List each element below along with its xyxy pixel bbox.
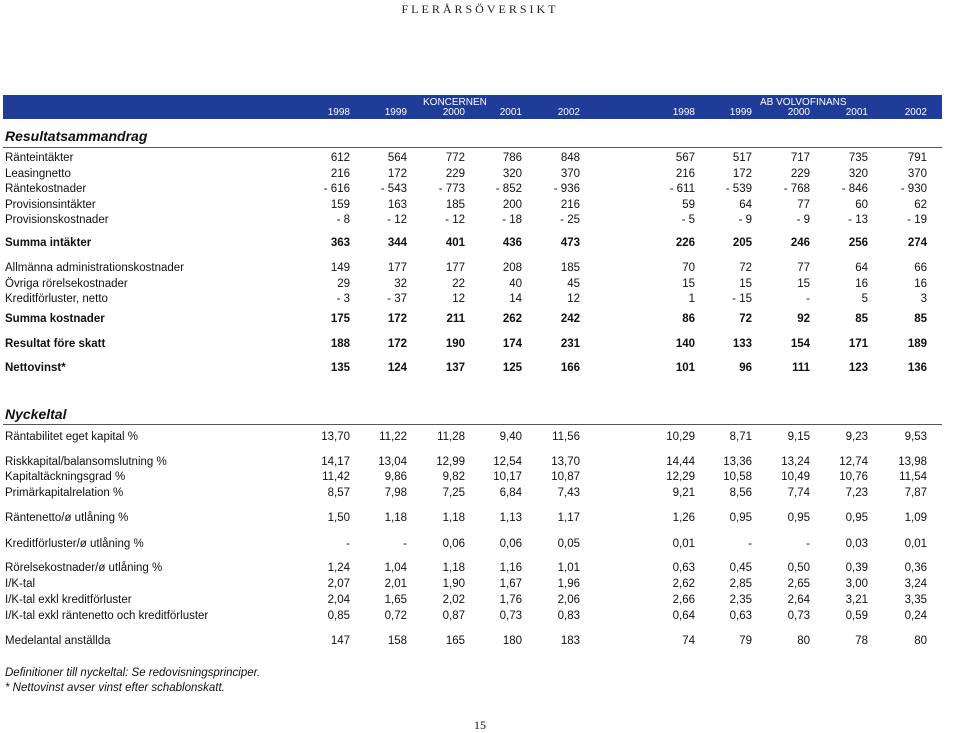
table-cell: 172 — [387, 338, 407, 350]
table-cell: 436 — [502, 237, 522, 249]
table-cell: 92 — [797, 313, 810, 325]
table-cell: - — [806, 293, 810, 305]
table-row — [0, 469, 960, 485]
table-row — [0, 166, 960, 182]
table-cell: 13,04 — [378, 456, 407, 468]
table-cell: 401 — [445, 237, 465, 249]
table-cell: 0,59 — [845, 610, 868, 622]
table-cell: 567 — [675, 152, 695, 164]
table-cell: 78 — [855, 635, 868, 647]
table-cell: - — [806, 538, 810, 550]
table-cell: 174 — [502, 338, 522, 350]
row-label: Nettovinst* — [5, 362, 66, 374]
table-row — [0, 181, 960, 197]
row-label: Provisionskostnader — [5, 214, 109, 226]
table-cell: 8,57 — [327, 487, 350, 499]
table-cell: 7,43 — [557, 487, 580, 499]
table-cell: 216 — [675, 168, 695, 180]
table-cell: 0,95 — [787, 512, 810, 524]
table-cell: - 768 — [783, 183, 810, 195]
row-label: Summa intäkter — [5, 237, 92, 249]
year-header: 2001 — [845, 107, 868, 118]
table-cell: - 3 — [336, 293, 350, 305]
table-cell: 200 — [502, 199, 522, 211]
table-cell: 256 — [848, 237, 868, 249]
table-cell: 123 — [848, 362, 868, 374]
table-cell: 189 — [907, 338, 927, 350]
page-header: FLERÅRSÖVERSIKT — [401, 2, 559, 16]
table-cell: 16 — [914, 278, 927, 290]
table-cell: 12 — [567, 293, 580, 305]
table-row — [0, 360, 960, 376]
table-cell: 2,01 — [384, 578, 407, 590]
table-cell: 205 — [732, 237, 752, 249]
table-cell: 0,06 — [442, 538, 465, 550]
table-cell: - 936 — [553, 183, 580, 195]
table-cell: 133 — [732, 338, 752, 350]
table-cell: 59 — [682, 199, 695, 211]
table-cell: 735 — [848, 152, 868, 164]
table-cell: 262 — [502, 313, 522, 325]
table-cell: 172 — [387, 168, 407, 180]
table-cell: 1,76 — [499, 594, 522, 606]
row-label: Rörelsekostnader/ø utlåning % — [5, 562, 163, 574]
table-row — [0, 276, 960, 292]
table-row — [0, 510, 960, 526]
table-cell: 3,00 — [845, 578, 868, 590]
table-row — [0, 291, 960, 307]
table-cell: 2,35 — [729, 594, 752, 606]
table-cell: 7,25 — [442, 487, 465, 499]
year-header: 2000 — [787, 107, 810, 118]
table-cell: 0,45 — [729, 562, 752, 574]
table-cell: 2,65 — [787, 578, 810, 590]
table-cell: 180 — [502, 635, 522, 647]
table-cell: 786 — [502, 152, 522, 164]
table-cell: 165 — [445, 635, 465, 647]
table-cell: 11,56 — [552, 431, 580, 443]
table-cell: 216 — [560, 199, 580, 211]
table-cell: 0,83 — [557, 610, 580, 622]
table-cell: - 25 — [560, 214, 580, 226]
table-cell: - 9 — [796, 214, 810, 226]
table-cell: 163 — [387, 199, 407, 211]
table-cell: 60 — [855, 199, 868, 211]
row-label: I/K-tal exkl räntenetto och kreditförluster — [5, 610, 209, 622]
table-cell: 9,82 — [442, 471, 465, 483]
year-header: 2002 — [557, 107, 580, 118]
table-row — [0, 592, 960, 608]
table-cell: 188 — [330, 338, 350, 350]
table-cell: 10,17 — [493, 471, 522, 483]
table-cell: 137 — [445, 362, 465, 374]
table-cell: 0,64 — [672, 610, 695, 622]
table-cell: 64 — [855, 262, 868, 274]
table-cell: 10,29 — [666, 431, 695, 443]
row-label: Ränteintäkter — [5, 152, 74, 164]
section-divider — [3, 424, 942, 425]
table-cell: 246 — [790, 237, 810, 249]
table-cell: - 8 — [336, 214, 350, 226]
footnote-definitions: Definitioner till nyckeltal: Se redovisningsprinciper. — [5, 667, 261, 679]
table-cell: - 12 — [445, 214, 465, 226]
table-cell: 0,87 — [442, 610, 465, 622]
table-cell: 45 — [567, 278, 580, 290]
table-cell: 5 — [861, 293, 868, 305]
table-cell: 9,23 — [845, 431, 868, 443]
table-cell: 10,58 — [723, 471, 752, 483]
table-cell: - 18 — [502, 214, 522, 226]
table-cell: 226 — [675, 237, 695, 249]
table-cell: - 930 — [900, 183, 927, 195]
table-cell: 185 — [445, 199, 465, 211]
table-cell: 2,02 — [442, 594, 465, 606]
row-label: Allmänna administrationskostnader — [5, 262, 184, 274]
table-cell: 77 — [797, 199, 810, 211]
table-cell: 13,36 — [723, 456, 752, 468]
table-cell: 11,42 — [322, 471, 350, 483]
table-cell: 185 — [560, 262, 580, 274]
table-cell: 1 — [688, 293, 695, 305]
group-label-koncernen: KONCERNEN — [423, 97, 487, 108]
table-cell: 216 — [330, 168, 350, 180]
table-cell: 140 — [675, 338, 695, 350]
table-cell: - 13 — [848, 214, 868, 226]
year-header: 1999 — [729, 107, 752, 118]
table-row — [0, 454, 960, 470]
table-cell: 11,22 — [379, 431, 407, 443]
table-cell: 40 — [509, 278, 522, 290]
table-cell: 80 — [914, 635, 927, 647]
row-label: Kreditförluster, netto — [5, 293, 108, 305]
table-cell: 62 — [914, 199, 927, 211]
table-cell: 0,63 — [729, 610, 752, 622]
row-label: Räntabilitet eget kapital % — [5, 431, 138, 443]
table-cell: 0,39 — [845, 562, 868, 574]
table-cell: 16 — [855, 278, 868, 290]
table-cell: 0,03 — [845, 538, 868, 550]
table-cell: 79 — [739, 635, 752, 647]
table-cell: 1,50 — [327, 512, 350, 524]
table-cell: 147 — [330, 635, 350, 647]
table-cell: 124 — [387, 362, 407, 374]
table-cell: - — [346, 538, 350, 550]
table-cell: 9,53 — [904, 431, 927, 443]
table-cell: 85 — [914, 313, 927, 325]
table-cell: 1,65 — [384, 594, 407, 606]
table-cell: 363 — [330, 237, 350, 249]
table-cell: 612 — [330, 152, 350, 164]
table-cell: 0,72 — [384, 610, 407, 622]
year-header: 1998 — [327, 107, 350, 118]
table-cell: 2,64 — [787, 594, 810, 606]
year-header: 1998 — [672, 107, 695, 118]
table-cell: 14,44 — [666, 456, 695, 468]
table-cell: 159 — [330, 199, 350, 211]
table-cell: 70 — [682, 262, 695, 274]
table-cell: 101 — [675, 362, 695, 374]
year-header: 2002 — [904, 107, 927, 118]
table-cell: 0,01 — [672, 538, 695, 550]
table-cell: 2,62 — [672, 578, 695, 590]
table-cell: 15 — [797, 278, 810, 290]
table-cell: 74 — [682, 635, 695, 647]
table-cell: 0,36 — [904, 562, 927, 574]
table-cell: 171 — [848, 338, 868, 350]
table-cell: 14,17 — [321, 456, 350, 468]
table-row — [0, 212, 960, 228]
table-cell: 1,01 — [557, 562, 580, 574]
table-cell: 1,13 — [499, 512, 522, 524]
table-cell: 10,76 — [839, 471, 868, 483]
table-row — [0, 429, 960, 445]
table-cell: 177 — [387, 262, 407, 274]
table-cell: 177 — [445, 262, 465, 274]
row-label: Räntenetto/ø utlåning % — [5, 512, 129, 524]
table-cell: 6,84 — [499, 487, 522, 499]
row-label: Övriga rörelsekostnader — [5, 278, 128, 290]
table-cell: - 37 — [387, 293, 407, 305]
table-cell: - 15 — [732, 293, 752, 305]
table-cell: 1,16 — [499, 562, 522, 574]
table-cell: 72 — [739, 262, 752, 274]
table-cell: 2,04 — [327, 594, 350, 606]
table-cell: 13,98 — [898, 456, 927, 468]
table-cell: 2,66 — [672, 594, 695, 606]
table-cell: 9,21 — [672, 487, 695, 499]
table-cell: 7,74 — [787, 487, 810, 499]
year-header: 2000 — [442, 107, 465, 118]
table-cell: 1,09 — [904, 512, 927, 524]
table-cell: 11,54 — [899, 471, 927, 483]
table-cell: 32 — [394, 278, 407, 290]
table-cell: 13,24 — [781, 456, 810, 468]
table-cell: 229 — [445, 168, 465, 180]
table-cell: - 611 — [669, 183, 695, 195]
table-cell: 86 — [682, 313, 695, 325]
table-cell: 11,28 — [437, 431, 465, 443]
table-cell: 8,56 — [729, 487, 752, 499]
section-title-resultat: Resultatsammandrag — [5, 128, 148, 144]
table-cell: - 616 — [323, 183, 350, 195]
table-cell: 135 — [330, 362, 350, 374]
table-cell: 9,86 — [384, 471, 407, 483]
table-cell: 0,06 — [499, 538, 522, 550]
table-cell: - 852 — [495, 183, 522, 195]
year-header: 1999 — [384, 107, 407, 118]
table-cell: 15 — [682, 278, 695, 290]
table-cell: 77 — [797, 262, 810, 274]
table-cell: 14 — [509, 293, 522, 305]
row-label: Leasingnetto — [5, 168, 71, 180]
table-cell: 0,63 — [672, 562, 695, 574]
table-cell: 208 — [502, 262, 522, 274]
table-cell: 136 — [907, 362, 927, 374]
table-cell: 0,73 — [499, 610, 522, 622]
table-cell: 848 — [560, 152, 580, 164]
table-cell: 15 — [739, 278, 752, 290]
row-label: Primärkapitalrelation % — [5, 487, 124, 499]
table-cell: 111 — [792, 362, 810, 374]
table-cell: 2,06 — [557, 594, 580, 606]
table-cell: - — [748, 538, 752, 550]
table-cell: 66 — [914, 262, 927, 274]
table-row — [0, 150, 960, 166]
row-label: I/K-tal exkl kreditförluster — [5, 594, 132, 606]
table-row — [0, 260, 960, 276]
table-cell: - 12 — [387, 214, 407, 226]
section-divider — [3, 147, 942, 148]
table-cell: 9,40 — [499, 431, 522, 443]
footnote-nettovinst: * Nettovinst avser vinst efter schablonskatt. — [5, 682, 225, 694]
table-cell: 1,26 — [672, 512, 695, 524]
table-cell: 1,67 — [499, 578, 522, 590]
table-cell: 344 — [387, 237, 407, 249]
table-row — [0, 197, 960, 213]
table-cell: 1,96 — [557, 578, 580, 590]
table-cell: 3,21 — [845, 594, 868, 606]
table-cell: 7,23 — [845, 487, 868, 499]
table-cell: 320 — [502, 168, 522, 180]
table-cell: 190 — [445, 338, 465, 350]
table-cell: 175 — [330, 313, 350, 325]
table-row — [0, 311, 960, 327]
table-cell: 791 — [907, 152, 927, 164]
table-row — [0, 235, 960, 251]
table-cell: 231 — [560, 338, 580, 350]
table-cell: 3,35 — [904, 594, 927, 606]
table-cell: 9,15 — [787, 431, 810, 443]
table-row — [0, 485, 960, 501]
table-cell: 1,24 — [327, 562, 350, 574]
page-number: 15 — [474, 718, 486, 732]
table-cell: - 846 — [841, 183, 868, 195]
table-cell: 80 — [797, 635, 810, 647]
row-label: Riskkapital/balansomslutning % — [5, 456, 167, 468]
table-cell: 2,85 — [729, 578, 752, 590]
table-cell: 564 — [387, 152, 407, 164]
table-cell: 1,90 — [442, 578, 465, 590]
table-cell: 0,05 — [557, 538, 580, 550]
table-cell: 0,95 — [845, 512, 868, 524]
table-cell: 274 — [907, 237, 927, 249]
table-cell: 29 — [337, 278, 350, 290]
group-label-volvofinans: AB VOLVOFINANS — [760, 97, 847, 108]
table-cell: 242 — [560, 313, 580, 325]
table-cell: - 19 — [907, 214, 927, 226]
row-label: Provisionsintäkter — [5, 199, 96, 211]
table-cell: 10,87 — [551, 471, 580, 483]
table-cell: 717 — [790, 152, 810, 164]
table-cell: 229 — [790, 168, 810, 180]
table-cell: 3 — [920, 293, 927, 305]
table-cell: 7,98 — [384, 487, 407, 499]
table-cell: 13,70 — [321, 431, 350, 443]
table-cell: 320 — [848, 168, 868, 180]
table-cell: 12,99 — [436, 456, 465, 468]
table-row — [0, 336, 960, 352]
table-cell: 517 — [732, 152, 752, 164]
table-cell: 3,24 — [904, 578, 927, 590]
table-cell: - 773 — [438, 183, 465, 195]
year-header: 2001 — [499, 107, 522, 118]
table-cell: 473 — [560, 237, 580, 249]
table-cell: 1,18 — [384, 512, 407, 524]
table-cell: - 539 — [725, 183, 752, 195]
table-cell: 125 — [502, 362, 522, 374]
table-cell: - 543 — [380, 183, 407, 195]
table-row — [0, 536, 960, 552]
table-cell: 0,85 — [327, 610, 350, 622]
row-label: Medelantal anställda — [5, 635, 111, 647]
table-cell: 158 — [387, 635, 407, 647]
table-cell: 0,24 — [904, 610, 927, 622]
table-cell: 10,49 — [781, 471, 810, 483]
table-cell: 149 — [330, 262, 350, 274]
table-cell: 0,01 — [904, 538, 927, 550]
table-cell: 1,18 — [442, 512, 465, 524]
table-cell: 12,54 — [493, 456, 522, 468]
table-cell: - 9 — [738, 214, 752, 226]
table-cell: 1,18 — [442, 562, 465, 574]
table-cell: 0,50 — [787, 562, 810, 574]
table-row — [0, 633, 960, 649]
row-label: Kapitaltäckningsgrad % — [5, 471, 126, 483]
table-cell: 8,71 — [729, 431, 752, 443]
table-cell: 1,17 — [557, 512, 580, 524]
table-row — [0, 560, 960, 576]
table-cell: 172 — [387, 313, 407, 325]
table-cell: 183 — [560, 635, 580, 647]
row-label: Summa kostnader — [5, 313, 105, 325]
row-label: I/K-tal — [5, 578, 36, 590]
table-cell: 2,07 — [327, 578, 350, 590]
table-cell: 22 — [452, 278, 465, 290]
table-cell: 12,74 — [839, 456, 868, 468]
table-cell: 64 — [739, 199, 752, 211]
table-cell: 7,87 — [904, 487, 927, 499]
table-cell: 370 — [907, 168, 927, 180]
table-cell: 0,73 — [787, 610, 810, 622]
table-row — [0, 608, 960, 624]
table-cell: 0,95 — [729, 512, 752, 524]
table-cell: 72 — [739, 313, 752, 325]
table-cell: 172 — [732, 168, 752, 180]
table-cell: 154 — [790, 338, 810, 350]
section-title-nyckeltal: Nyckeltal — [5, 406, 67, 422]
row-label: Räntekostnader — [5, 183, 87, 195]
table-cell: 12,29 — [666, 471, 695, 483]
table-cell: 211 — [446, 313, 465, 325]
table-cell: 1,04 — [384, 562, 407, 574]
table-cell: - 5 — [681, 214, 695, 226]
table-cell: 13,70 — [551, 456, 580, 468]
table-cell: 772 — [445, 152, 465, 164]
table-cell: - — [403, 538, 407, 550]
table-cell: 85 — [855, 313, 868, 325]
table-cell: 370 — [560, 168, 580, 180]
row-label: Resultat före skatt — [5, 338, 106, 350]
table-cell: 96 — [739, 362, 752, 374]
table-cell: 166 — [560, 362, 580, 374]
table-row — [0, 576, 960, 592]
table-cell: 12 — [452, 293, 465, 305]
row-label: Kreditförluster/ø utlåning % — [5, 538, 144, 550]
